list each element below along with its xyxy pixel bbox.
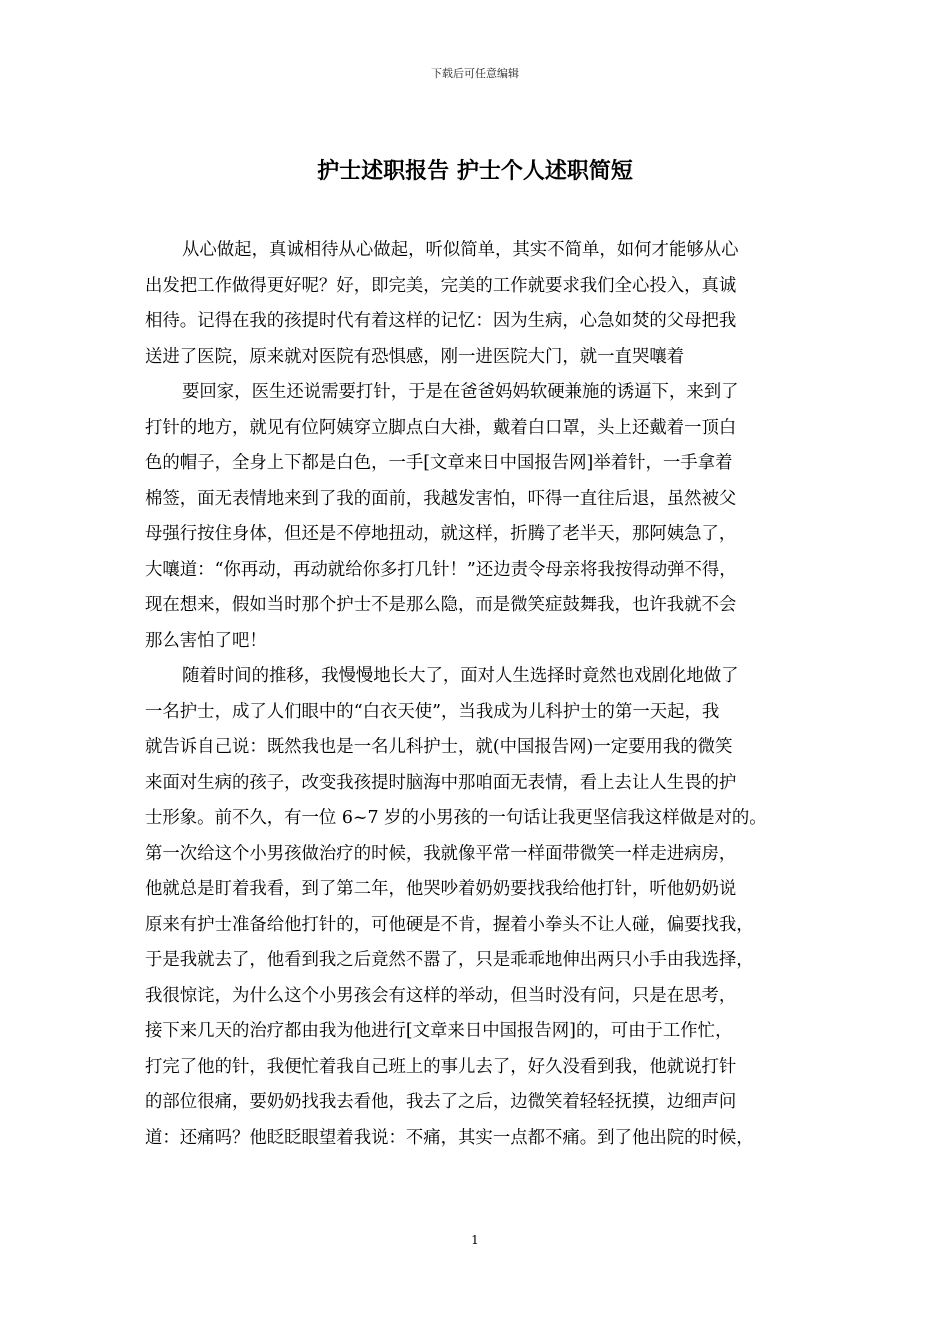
document-title: 护士述职报告 护士个人述职简短 bbox=[317, 158, 633, 184]
body-text bbox=[145, 233, 815, 1156]
body-line: 出发把工作做得更好呢？好，即完美，完美的工作就要求我们全心投入，真诚 bbox=[145, 275, 737, 296]
header-note: 下载后可任意编辑 bbox=[431, 67, 519, 80]
body-line: 于是我就去了，他看到我之后竟然不嚣了，只是乖乖地伸出两只小手由我选择， bbox=[145, 950, 754, 970]
body-line: 要回家，医生还说需要打针，于是在爸爸妈妈软硬兼施的诱逼下，来到了 bbox=[182, 382, 739, 402]
body-line: 士形象。前不久，有一位 6~7 岁的小男孩的一句话让我更坚信我这样做是对的。 bbox=[145, 808, 767, 828]
body-line: 从心做起，真诚相待从心做起，听似简单，其实不简单，如何才能够从心 bbox=[182, 240, 739, 260]
body-line: 我很惊诧，为什么这个小男孩会有这样的举动，但当时没有问，只是在思考， bbox=[145, 985, 737, 1006]
body-line: 道：还痛吗？他眨眨眼望着我说：不痛，其实一点都不痛。到了他出院的时候， bbox=[145, 1127, 754, 1148]
body-line: 棉签，面无表情地来到了我的面前，我越发害怕，吓得一直往后退，虽然被父 bbox=[145, 488, 737, 509]
body-line: 接下来几天的治疗都由我为他进行[文章来日中国报告网]的，可由于工作忙， bbox=[145, 1021, 733, 1041]
page-number: 1 bbox=[471, 1233, 479, 1247]
body-line: 现在想来，假如当时那个护士不是那么隐，而是微笑症鼓舞我，也许我就不会 bbox=[145, 595, 737, 615]
body-line: 那么害怕了吧！ bbox=[145, 630, 267, 651]
body-line: 打针的地方，就见有位阿姨穿立脚点白大褂，戴着白口罩，头上还戴着一顶白 bbox=[145, 417, 737, 438]
body-line: 打完了他的针，我便忙着我自己班上的事儿去了，好久没看到我，他就说打针 bbox=[145, 1056, 737, 1077]
body-line: 大嚷道：“你再动，再动就给你多打几针！”还边责令母亲将我按得动弹不得， bbox=[145, 559, 737, 580]
body-line: 他就总是盯着我看，到了第二年，他哭吵着奶奶要找我给他打针，听他奶奶说 bbox=[145, 879, 737, 899]
body-line: 原来有护士准备给他打针的，可他硬是不肯，握着小拳头不让人碰，偏要找我， bbox=[145, 914, 754, 935]
body-line: 就告诉自己说：既然我也是一名儿科护士，就(中国报告网)一定要用我的微笑 bbox=[145, 737, 733, 757]
body-line: 随着时间的推移，我慢慢地长大了，面对人生选择时竟然也戏剧化地做了 bbox=[182, 666, 739, 686]
body-line: 色的帽子，全身上下都是白色，一手[文章来日中国报告网]举着针，一手拿着 bbox=[145, 453, 733, 473]
body-line: 相待。记得在我的孩提时代有着这样的记忆：因为生病，心急如焚的父母把我 bbox=[145, 311, 737, 331]
body-line: 第一次给这个小男孩做治疗的时候，我就像平常一样面带微笑一样走进病房， bbox=[145, 843, 737, 864]
body-line: 来面对生病的孩子，改变我孩提时脑海中那咱面无表情，看上去让人生畏的护 bbox=[145, 772, 737, 793]
body-line: 的部位很痛，要奶奶找我去看他，我去了之后，边微笑着轻轻抚摸，边细声问 bbox=[145, 1092, 737, 1112]
body-line: 母强行按住身体，但还是不停地扭动，就这样，折腾了老半天，那阿姨急了， bbox=[145, 524, 737, 544]
body-line: 送进了医院，原来就对医院有恐惧感，刚一进医院大门，就一直哭嚷着 bbox=[145, 346, 685, 367]
body-line: 一名护士，成了人们眼中的“白衣天使”，当我成为儿科护士的第一天起，我 bbox=[145, 701, 720, 722]
